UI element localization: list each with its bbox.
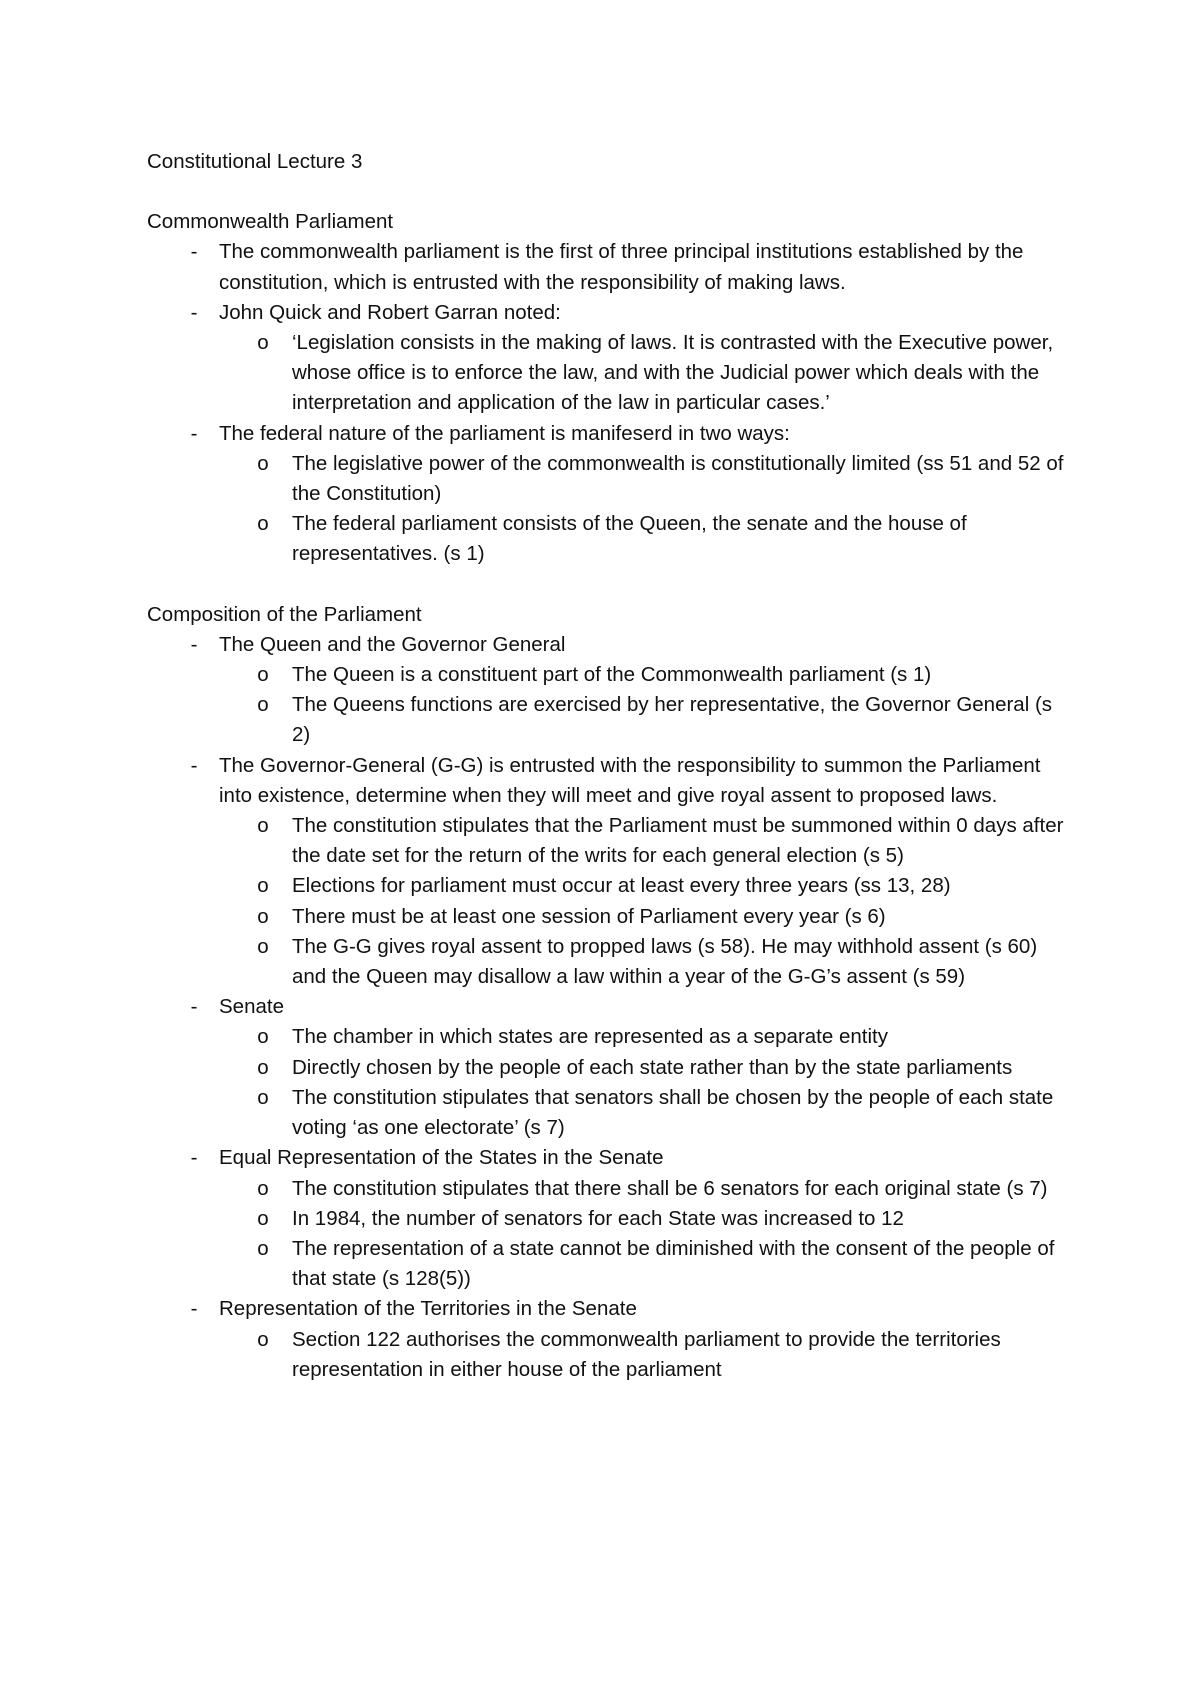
document-body xyxy=(147,207,1067,1385)
list-item xyxy=(147,237,1067,297)
sub-list-item-text: Section 122 authorises the commonwealth parliament to provide the territories representation in either house of the parliament xyxy=(292,1327,1001,1381)
list-item xyxy=(147,298,1067,328)
section xyxy=(147,600,1067,1385)
circle-bullet-icon: o xyxy=(257,331,269,355)
list-item-text: The Governor-General (G-G) is entrusted with the responsibility to summon the Parliament into existence, determine when they will meet and give royal assent to proposed laws. xyxy=(219,753,1041,807)
sub-list-item xyxy=(147,449,1067,509)
circle-bullet-icon: o xyxy=(257,451,269,475)
list-item xyxy=(147,630,1067,660)
sub-list-item-text: ‘Legislation consists in the making of laws. It is contrasted with the Executive power, whose office is to enforce the law, and with the Judicial power which deals with the interpretation and application of the law in particular cases.’ xyxy=(292,331,1054,415)
sub-list-item-text: In 1984, the number of senators for each State was increased to 12 xyxy=(292,1206,904,1230)
list-item xyxy=(147,751,1067,811)
sub-list-item xyxy=(147,902,1067,932)
sub-list-item-text: There must be at least one session of Parliament every year (s 6) xyxy=(292,904,886,928)
dash-bullet-icon: - xyxy=(190,1146,198,1170)
sub-list-item-text: The constitution stipulates that there shall be 6 senators for each original state (s 7) xyxy=(292,1176,1048,1200)
sub-list-item xyxy=(147,932,1067,992)
dash-bullet-icon: - xyxy=(190,300,198,324)
section xyxy=(147,207,1067,569)
list-item-text: The Queen and the Governor General xyxy=(219,632,566,656)
list-item xyxy=(147,1294,1067,1324)
circle-bullet-icon: o xyxy=(257,1025,269,1049)
list-item-text: The commonwealth parliament is the first of three principal institutions established by the constitution, which is entrusted with the responsibility of making laws. xyxy=(219,240,1024,294)
sub-list-item xyxy=(147,660,1067,690)
sub-list-item-text: The G-G gives royal assent to propped laws (s 58). He may withhold assent (s 60) and the Queen may disallow a law within a year of the G-G’s assent (s 59) xyxy=(292,934,1038,989)
circle-bullet-icon: o xyxy=(257,1206,269,1230)
list-item-text: Equal Representation of the States in the Senate xyxy=(219,1146,664,1170)
list-item xyxy=(147,419,1067,449)
circle-bullet-icon: o xyxy=(257,1055,269,1079)
sub-list-item xyxy=(147,811,1067,871)
circle-bullet-icon: o xyxy=(257,693,269,717)
list-item xyxy=(147,1143,1067,1173)
sub-list-item-text: The Queens functions are exercised by her representative, the Governor General (s 2) xyxy=(292,693,1053,747)
sub-list-item-text: The chamber in which states are represented as a separate entity xyxy=(292,1025,888,1049)
sub-list-item-text: The legislative power of the commonwealth is constitutionally limited (ss 51 and 52 of the Constitution) xyxy=(292,451,1064,506)
dash-bullet-icon: - xyxy=(190,1297,198,1321)
dash-bullet-icon: - xyxy=(190,240,198,264)
sub-list-item xyxy=(147,1053,1067,1083)
sub-list-item-text: The Queen is a constituent part of the Commonwealth parliament (s 1) xyxy=(292,663,932,687)
sub-list-item xyxy=(147,1325,1067,1385)
sub-list-item-text: Directly chosen by the people of each state rather than by the state parliaments xyxy=(292,1055,1013,1079)
list-item-text: Representation of the Territories in the Senate xyxy=(219,1297,637,1321)
document-page xyxy=(147,147,1067,1415)
dash-bullet-icon: - xyxy=(190,753,198,777)
circle-bullet-icon: o xyxy=(257,934,269,958)
sub-list-item xyxy=(147,328,1067,419)
sub-list-item xyxy=(147,1204,1067,1234)
sub-list-item xyxy=(147,690,1067,750)
list-item-text: John Quick and Robert Garran noted: xyxy=(219,300,561,324)
circle-bullet-icon: o xyxy=(257,814,269,838)
sub-list-item xyxy=(147,1234,1067,1294)
dash-bullet-icon: - xyxy=(190,995,198,1019)
sub-list-item-text: The constitution stipulates that senators shall be chosen by the people of each state voting ‘as one electorate’ (s 7) xyxy=(292,1085,1054,1140)
circle-bullet-icon: o xyxy=(257,1176,269,1200)
section-heading: Commonwealth Parliament xyxy=(147,210,394,234)
circle-bullet-icon: o xyxy=(257,904,269,928)
sub-list-item xyxy=(147,509,1067,569)
document-title: Constitutional Lecture 3 xyxy=(147,150,363,173)
dash-bullet-icon: - xyxy=(190,632,198,656)
dash-bullet-icon: - xyxy=(190,421,198,445)
sub-list-item xyxy=(147,1174,1067,1204)
circle-bullet-icon: o xyxy=(257,1085,269,1109)
sub-list-item xyxy=(147,871,1067,901)
circle-bullet-icon: o xyxy=(257,1327,269,1351)
list-item xyxy=(147,992,1067,1022)
sub-list-item-text: The constitution stipulates that the Parliament must be summoned within 0 days after the date set for the return of the writs for each general election (s 5) xyxy=(292,814,1064,868)
circle-bullet-icon: o xyxy=(257,874,269,898)
sub-list-item-text: Elections for parliament must occur at least every three years (ss 13, 28) xyxy=(292,874,951,898)
circle-bullet-icon: o xyxy=(257,663,269,687)
sub-list-item xyxy=(147,1083,1067,1143)
sub-list-item-text: The representation of a state cannot be diminished with the consent of the people of that state (s 128(5)) xyxy=(292,1236,1055,1291)
list-item-text: Senate xyxy=(219,995,284,1019)
sub-list-item-text: The federal parliament consists of the Queen, the senate and the house of representatives. (s 1) xyxy=(292,512,967,566)
list-item-text: The federal nature of the parliament is manifeserd in two ways: xyxy=(219,421,790,445)
section-heading: Composition of the Parliament xyxy=(147,602,422,626)
circle-bullet-icon: o xyxy=(257,1236,269,1260)
sub-list-item xyxy=(147,1022,1067,1052)
circle-bullet-icon: o xyxy=(257,512,269,536)
